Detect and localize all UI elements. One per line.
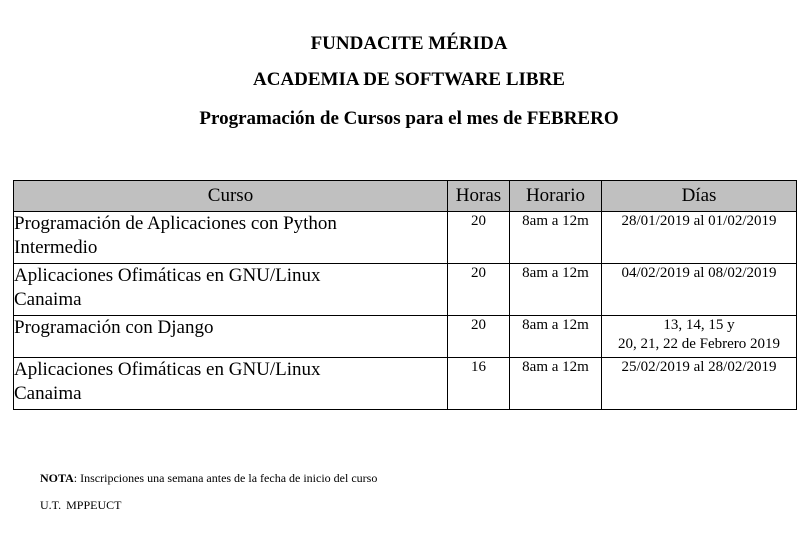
schedule-cell: 8am a 12m <box>510 264 602 316</box>
course-name-line: Aplicaciones Ofimáticas en GNU/Linux <box>14 359 321 380</box>
days-line: 04/02/2019 al 08/02/2019 <box>621 265 777 281</box>
column-header-curso: Curso <box>14 181 448 212</box>
courses-table <box>13 180 797 410</box>
hours-cell: 20 <box>448 212 510 264</box>
course-name-cell <box>14 264 448 316</box>
days-line: 13, 14, 15 y <box>663 317 735 333</box>
org-title: FUNDACITE MÉRIDA <box>310 33 508 54</box>
days-line: 20, 21, 22 de Febrero 2019 <box>617 336 781 352</box>
schedule-cell: 8am a 12m <box>510 212 602 264</box>
days-cell <box>602 358 797 410</box>
table-header-row <box>14 181 797 212</box>
course-name-cell <box>14 316 448 358</box>
hours-cell: 20 <box>448 264 510 316</box>
schedule-cell: 8am a 12m <box>510 316 602 358</box>
hours-cell: 16 <box>448 358 510 410</box>
days-cell <box>602 264 797 316</box>
table-row <box>14 316 797 358</box>
unit-label: U.T. MPPEUCT <box>40 498 122 512</box>
table-row <box>14 212 797 264</box>
column-header-horas: Horas <box>448 181 510 212</box>
days-line: 28/01/2019 al 01/02/2019 <box>621 213 777 229</box>
days-line: 25/02/2019 al 28/02/2019 <box>621 359 777 375</box>
column-header-dias: Días <box>602 181 797 212</box>
course-name-line: Programación de Aplicaciones con Python <box>14 213 337 234</box>
table-row <box>14 264 797 316</box>
schedule-title: Programación de Cursos para el mes de FEBRERO <box>199 108 619 129</box>
note-label: NOTA <box>40 471 74 485</box>
days-cell <box>602 316 797 358</box>
note-text: : Inscripciones una semana antes de la fecha de inicio del curso <box>73 471 378 485</box>
schedule-cell: 8am a 12m <box>510 358 602 410</box>
course-name-line: Canaima <box>14 289 82 310</box>
table-row <box>14 358 797 410</box>
course-name-cell <box>14 212 448 264</box>
column-header-horario: Horario <box>510 181 602 212</box>
days-cell <box>602 212 797 264</box>
course-name-line: Aplicaciones Ofimáticas en GNU/Linux <box>14 265 321 286</box>
hours-cell: 20 <box>448 316 510 358</box>
course-name-cell <box>14 358 448 410</box>
course-name-line: Programación con Django <box>14 317 214 338</box>
course-name-line: Canaima <box>14 383 82 404</box>
course-name-line: Intermedio <box>14 237 98 258</box>
academy-title: ACADEMIA DE SOFTWARE LIBRE <box>253 69 565 90</box>
note <box>40 471 377 486</box>
